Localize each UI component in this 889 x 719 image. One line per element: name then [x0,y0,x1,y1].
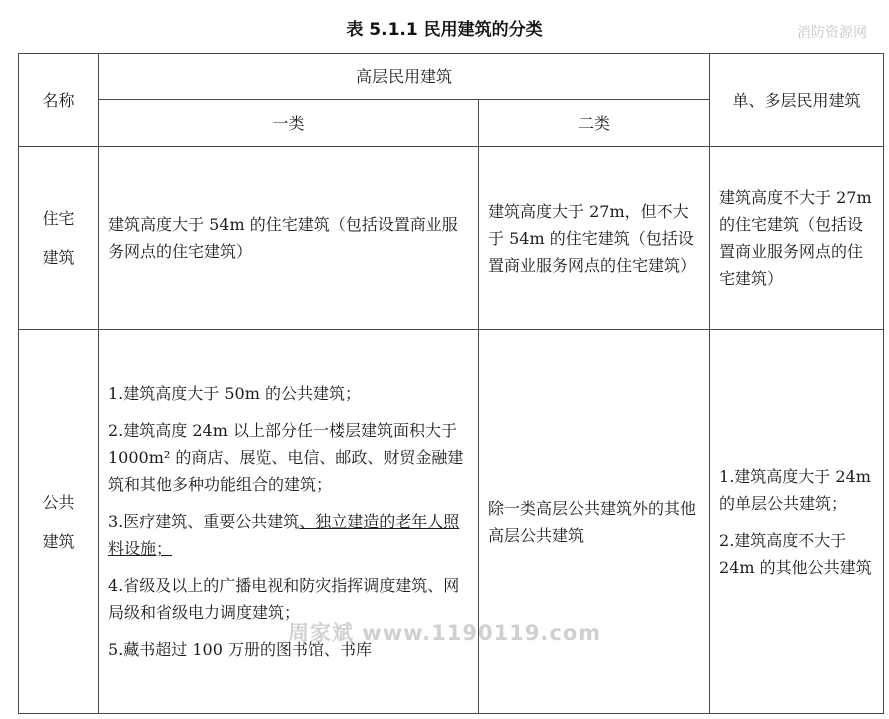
name-header: 名称 [19,54,99,147]
public-label-line-1: 公共 [42,492,75,512]
class-one-header: 一类 [99,100,479,147]
low-rise-header: 单、多层民用建筑 [710,54,884,147]
public-class-two: 除一类高层公共建筑外的其他高层公共建筑 [479,330,710,714]
residential-row-header [19,147,99,330]
header-row-top [19,54,884,100]
public-class-one-item-2: 2.建筑高度 24m 以上部分任一楼层建筑面积大于 1000m² 的商店、展览、电信、邮政、财贸金融建筑和其他多种功能组合的建筑； [108,421,464,494]
public-class-one [99,330,479,714]
residential-row [19,147,884,330]
high-rise-header: 高层民用建筑 [99,54,710,100]
residential-low-rise: 建筑高度不大于 27m 的住宅建筑（包括设置商业服务网点的住宅建筑） [710,147,884,330]
public-low-rise-item-2: 2.建筑高度不大于 24m 的其他公共建筑 [719,530,872,577]
source-mark: 消防资源网 [797,25,867,41]
public-row-header [19,330,99,714]
class-two-header: 二类 [479,100,710,147]
public-class-one-item-1: 1.建筑高度大于 50m 的公共建筑； [108,384,361,403]
public-row [19,330,884,714]
classification-table [18,53,884,714]
table-title: 表 5.1.1 民用建筑的分类 [346,20,543,40]
residential-class-two: 建筑高度大于 27m，但不大于 54m 的住宅建筑（包括设置商业服务网点的住宅建筑） [479,147,710,330]
watermark: 周家斌 www.1190119.com [288,621,602,645]
public-low-rise [710,330,884,714]
item-3-plain-text: 3.医疗建筑、重要公共建筑 [108,512,300,531]
residential-label-line-2: 建筑 [42,248,75,267]
residential-class-one: 建筑高度大于 54m 的住宅建筑（包括设置商业服务网点的住宅建筑） [99,147,479,330]
item-3-underlined-text: 、独立建造的老年人照料设施； [108,512,460,558]
residential-label-line-1: 住宅 [42,209,75,228]
public-class-one-item-3 [108,508,468,562]
public-low-rise-item-1: 1.建筑高度大于 24m 的单层公共建筑； [719,466,871,513]
public-label-line-2: 建筑 [42,531,75,551]
public-class-one-item-5: 5.藏书超过 100 万册的图书馆、书库 [108,640,372,659]
public-class-one-item-4: 4.省级及以上的广播电视和防灾指挥调度建筑、网局级和省级电力调度建筑； [108,576,460,622]
